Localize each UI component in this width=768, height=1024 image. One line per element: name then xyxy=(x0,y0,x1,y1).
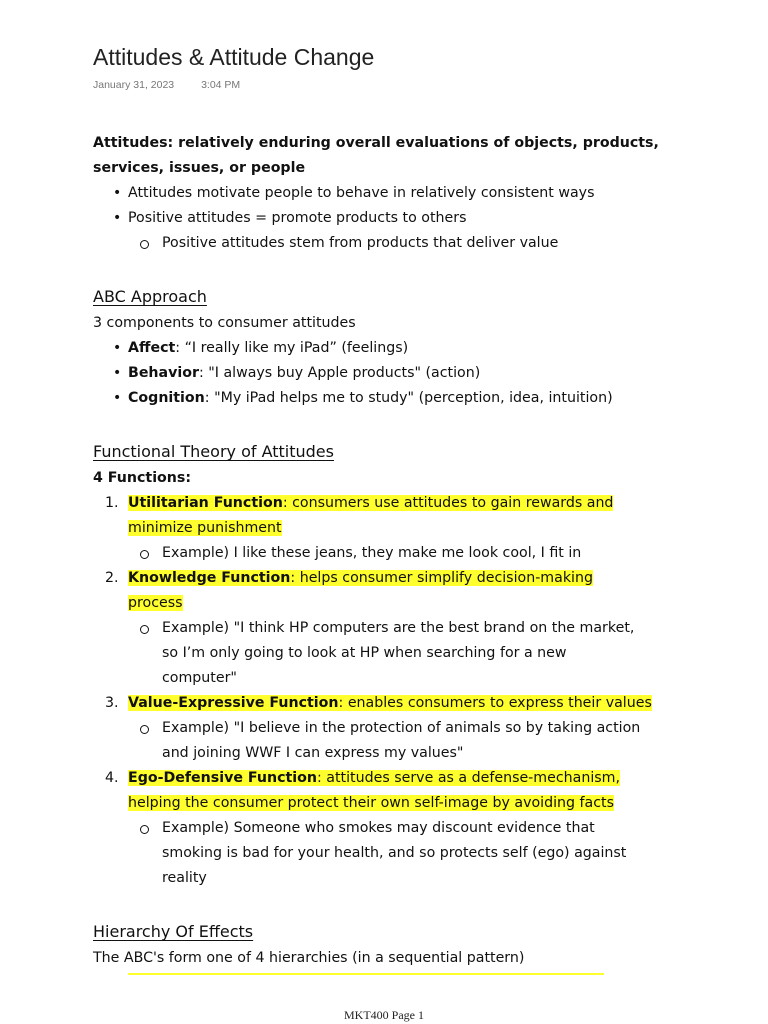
list-item: Example) I like these jeans, they make me look cool, I fit in xyxy=(93,541,693,566)
list-item: • Cognition: "My iPad helps me to study" (perception, idea, intuition) xyxy=(93,386,693,411)
circle-bullet-icon xyxy=(140,550,149,559)
bullet-icon: • xyxy=(113,365,122,381)
circle-bullet-icon xyxy=(140,240,149,249)
bullet-icon: • xyxy=(113,210,122,226)
functional-heading: Functional Theory of Attitudes xyxy=(93,442,334,461)
list-item-continuation: so I’m only going to look at HP when searching for a new xyxy=(162,645,567,661)
circle-bullet-icon xyxy=(140,825,149,834)
list-item-continuation: smoking is bad for your health, and so protects self (ego) against xyxy=(162,845,627,861)
circle-bullet-icon xyxy=(140,625,149,634)
list-item: Positive attitudes stem from products that deliver value xyxy=(93,231,693,256)
list-item: Example) Someone who smokes may discount evidence that xyxy=(93,816,693,841)
hierarchy-heading: Hierarchy Of Effects xyxy=(93,922,254,941)
list-item: • Attitudes motivate people to behave in relatively consistent ways xyxy=(93,181,693,206)
page-meta xyxy=(93,79,240,91)
numbered-item: 4. Ego-Defensive Function: attitudes serve as a defense-mechanism, xyxy=(105,770,620,786)
numbered-item-continuation: minimize punishment xyxy=(128,520,282,536)
bullet-icon: • xyxy=(113,340,122,356)
list-item-continuation: reality xyxy=(162,870,207,886)
numbered-item-continuation: helping the consumer protect their own self-image by avoiding facts xyxy=(128,795,615,811)
numbered-item: 1. Utilitarian Function: consumers use attitudes to gain rewards and xyxy=(105,495,614,511)
numbered-item-continuation: process xyxy=(128,595,183,611)
definition-line-1: Attitudes: relatively enduring overall evaluations of objects, products, xyxy=(93,135,659,151)
page-date: January 31, 2023 xyxy=(93,79,175,91)
bullet-icon: • xyxy=(113,185,122,201)
functions-subheading: 4 Functions: xyxy=(93,470,192,486)
page-title: Attitudes & Attitude Change xyxy=(93,44,375,70)
numbered-item: 2. Knowledge Function: helps consumer simplify decision-making xyxy=(105,570,593,586)
list-item: • Behavior: "I always buy Apple products" (action) xyxy=(93,361,693,386)
bullet-icon: • xyxy=(113,390,122,406)
highlight-fragment xyxy=(128,973,604,975)
circle-bullet-icon xyxy=(140,725,149,734)
list-item-continuation: and joining WWF I can express my values" xyxy=(162,745,464,761)
abc-intro: 3 components to consumer attitudes xyxy=(93,315,356,331)
list-item: • Affect: “I really like my iPad” (feelings) xyxy=(93,336,693,361)
list-item: • Positive attitudes = promote products to others xyxy=(93,206,693,231)
page-time: 3:04 PM xyxy=(201,79,241,91)
numbered-item: 3. Value-Expressive Function: enables consumers to express their values xyxy=(105,695,652,711)
list-item-continuation: computer" xyxy=(162,670,237,686)
page-footer: MKT400 Page 1 xyxy=(344,1008,424,1022)
list-item: Example) "I think HP computers are the best brand on the market, xyxy=(93,616,693,641)
definition-line-2: services, issues, or people xyxy=(93,160,306,176)
abc-heading: ABC Approach xyxy=(93,287,207,306)
note-content xyxy=(93,131,693,971)
list-item: Example) "I believe in the protection of animals so by taking action xyxy=(93,716,693,741)
hierarchy-text: The ABC's form one of 4 hierarchies (in a sequential pattern) xyxy=(93,950,525,966)
